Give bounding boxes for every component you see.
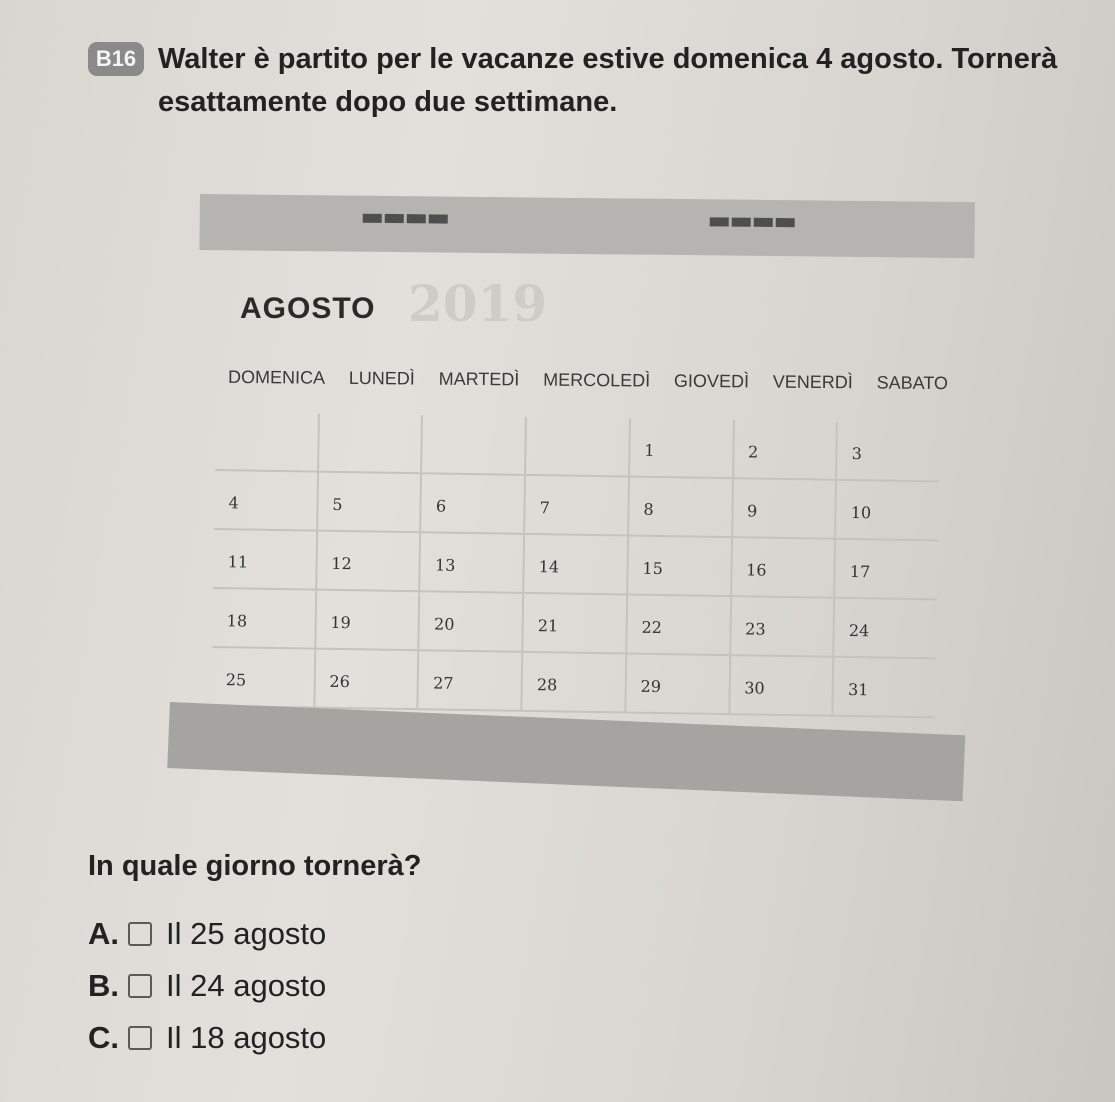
calendar-day-cell: [526, 417, 631, 476]
calendar-top-band: [199, 194, 975, 258]
option-text: Il 24 agosto: [166, 968, 327, 1003]
calendar-day-number: 16: [746, 560, 767, 580]
binder-ring-icon: [363, 214, 448, 224]
calendar-day-number: 6: [435, 496, 447, 516]
calendar-day-cell: [837, 422, 940, 481]
weekday-label: GIOVEDÌ: [673, 370, 750, 392]
weekday-label: SABATO: [876, 372, 949, 394]
calendar-day-number: 7: [539, 498, 551, 518]
calendar-day-number: 18: [226, 611, 248, 631]
answer-options: [88, 908, 326, 1064]
calendar-day-cell: [524, 535, 629, 594]
calendar-day-cell: [318, 473, 423, 532]
calendar-day-number: 28: [536, 675, 558, 695]
calendar-day-cell: [420, 592, 525, 651]
weekday-label: DOMENICA: [227, 366, 326, 388]
calendar-day-number: 29: [640, 676, 662, 697]
binder-ring-icon: [710, 217, 795, 227]
calendar-day-number: 26: [329, 671, 351, 692]
calendar-day-cell: [626, 654, 731, 713]
weekday-label: VENERDÌ: [772, 371, 853, 393]
calendar-day-cell: [422, 474, 527, 533]
calendar-day-cell: [734, 420, 839, 479]
weekday-label: MARTEDÌ: [438, 368, 520, 390]
answer-prompt: In quale giorno tornerà?: [88, 850, 422, 882]
calendar-day-cell: [316, 591, 421, 650]
calendar-day-cell: [419, 651, 524, 710]
calendar-day-number: 1: [644, 440, 655, 460]
calendar-day-number: 17: [849, 561, 871, 582]
calendar-day-number: 4: [228, 493, 239, 513]
answer-option-c[interactable]: [88, 1012, 326, 1064]
calendar-day-cell: [627, 595, 732, 654]
calendar-day-cell: [421, 533, 526, 592]
calendar-day-number: 13: [434, 555, 456, 575]
calendar-day-number: 5: [332, 494, 343, 514]
calendar-day-number: 22: [641, 617, 663, 638]
calendar-day-cell: [628, 537, 733, 596]
option-text: Il 18 agosto: [166, 1020, 327, 1055]
calendar-day-number: 27: [433, 673, 454, 693]
calendar-day-number: 11: [227, 552, 249, 572]
calendar-day-cell: [523, 594, 628, 653]
calendar-day-number: 8: [643, 499, 654, 519]
question-number-badge: B16: [88, 42, 144, 76]
option-letter: C.: [88, 1020, 119, 1055]
calendar-day-cell: [212, 589, 317, 648]
calendar-day-cell: [834, 658, 937, 717]
calendar-day-cell: [213, 530, 318, 589]
weekday-header: [228, 367, 948, 394]
answer-option-b[interactable]: [88, 960, 326, 1012]
calendar-day-cell: [215, 412, 320, 471]
question-text: Walter è partito per le vacanze estive domenica 4 agosto. Tornerà esattamente dopo due settimane.: [158, 43, 1058, 118]
calendar-day-number: 31: [847, 679, 869, 700]
calendar-day-number: 9: [746, 501, 758, 521]
weekday-label: MERCOLEDÌ: [543, 369, 651, 391]
calendar-day-cell: [731, 597, 836, 656]
calendar-day-number: 19: [330, 612, 351, 633]
calendar-day-number: 21: [537, 616, 559, 636]
calendar-day-cell: [733, 479, 838, 538]
calendar-day-cell: [836, 481, 939, 540]
calendar: [200, 190, 980, 810]
calendar-day-number: 10: [850, 502, 872, 523]
calendar-day-cell: [319, 414, 424, 473]
calendar-day-cell: [315, 650, 420, 709]
calendar-day-cell: [630, 419, 735, 478]
calendar-day-cell: [423, 415, 528, 474]
calendar-day-number: 25: [225, 670, 247, 690]
option-text: Il 25 agosto: [166, 916, 327, 951]
calendar-day-number: 15: [642, 558, 663, 579]
calendar-day-cell: [835, 599, 938, 658]
calendar-grid: [211, 412, 940, 718]
calendar-day-number: 12: [331, 553, 352, 574]
calendar-day-cell: [835, 540, 938, 599]
checkbox-option-b[interactable]: [128, 974, 152, 998]
calendar-day-cell: [214, 471, 319, 530]
calendar-day-number: 20: [433, 614, 455, 634]
calendar-day-number: 23: [745, 619, 766, 639]
calendar-day-cell: [525, 476, 630, 535]
calendar-day-cell: [317, 532, 422, 591]
answer-option-a[interactable]: [88, 908, 326, 960]
calendar-year: 2019: [408, 274, 548, 333]
calendar-day-cell: [211, 648, 316, 707]
calendar-day-cell: [730, 656, 835, 715]
checkbox-option-c[interactable]: [128, 1026, 152, 1050]
calendar-day-number: 3: [851, 443, 863, 464]
calendar-day-number: 24: [848, 620, 870, 641]
calendar-day-cell: [629, 478, 734, 537]
weekday-label: LUNEDÌ: [348, 367, 415, 389]
calendar-day-cell: [732, 538, 837, 597]
calendar-month: AGOSTO: [240, 292, 376, 325]
checkbox-option-a[interactable]: [128, 922, 152, 946]
option-letter: A.: [88, 916, 119, 951]
calendar-day-number: 14: [538, 557, 560, 577]
calendar-day-number: 30: [744, 678, 765, 698]
calendar-day-number: 2: [747, 442, 759, 462]
calendar-day-cell: [523, 653, 628, 712]
option-letter: B.: [88, 968, 119, 1003]
